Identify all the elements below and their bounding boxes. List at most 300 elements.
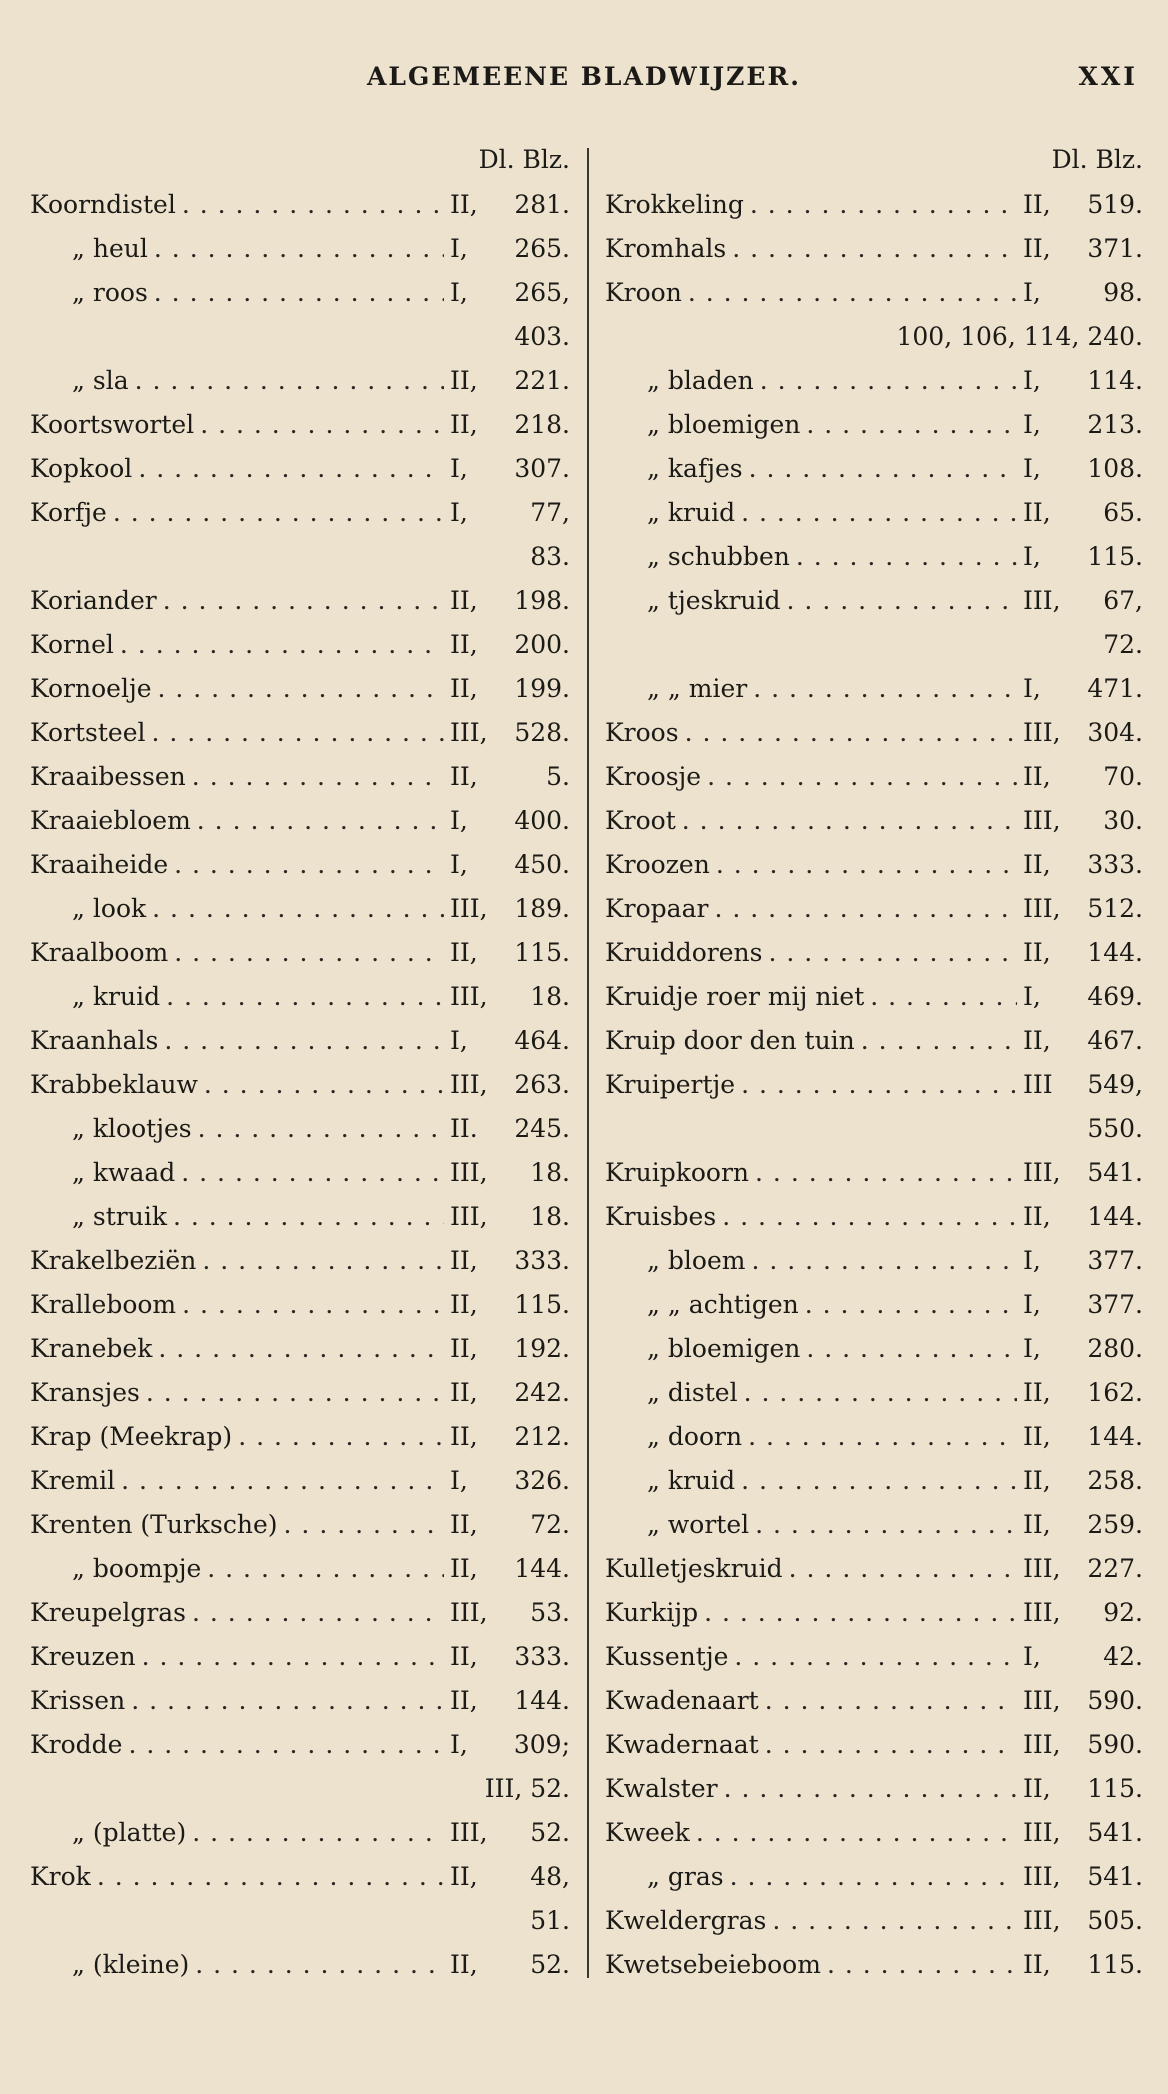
entry-page: 221.: [514, 366, 570, 395]
continued-pages: 100, 106, 114, 240.: [896, 322, 1143, 351]
dot-leader: [174, 938, 444, 967]
entry-page: 549,: [1087, 1070, 1143, 1099]
entry-term: Kortsteel: [30, 718, 146, 747]
entry-volume: II,: [450, 1862, 478, 1891]
entry-page: 265,: [514, 278, 570, 307]
entry-volume: I,: [1023, 982, 1041, 1011]
entry-volume: III,: [1023, 1818, 1061, 1847]
entry-page: 192.: [514, 1334, 570, 1363]
entry-term: Kopkool: [30, 454, 133, 483]
dot-leader: [158, 1334, 444, 1363]
index-entry: [605, 190, 1143, 234]
dot-leader: [748, 1422, 1017, 1451]
entry-page: 200.: [514, 630, 570, 659]
entry-page: 218.: [514, 410, 570, 439]
entry-term: „ (platte): [72, 1818, 187, 1847]
dot-leader: [685, 718, 1017, 747]
entry-volume: III,: [450, 894, 488, 923]
entry-term: Kransjes: [30, 1378, 140, 1407]
index-entry: [30, 1422, 570, 1466]
index-entry: [605, 1290, 1143, 1334]
index-entry: [605, 1070, 1143, 1114]
entry-list: [605, 190, 1143, 1994]
index-entry: [605, 234, 1143, 278]
entry-volume: II,: [450, 630, 478, 659]
entry-page: 144.: [1087, 1202, 1143, 1231]
entry-volume: III,: [1023, 894, 1061, 923]
entry-volume: III,: [1023, 1906, 1061, 1935]
index-entry: [605, 762, 1143, 806]
entry-page: 263.: [514, 1070, 570, 1099]
entry-term: Kornoelje: [30, 674, 152, 703]
entry-term: Kussentje: [605, 1642, 729, 1671]
entry-page: 471.: [1087, 674, 1143, 703]
entry-volume: II,: [450, 674, 478, 703]
dot-leader: [765, 1686, 1017, 1715]
entry-term: „ (kleine): [72, 1950, 190, 1979]
entry-term: „ „ achtigen: [647, 1290, 799, 1319]
index-entry: [30, 234, 570, 278]
entry-volume: II,: [450, 1686, 478, 1715]
index-entry: [605, 718, 1143, 762]
entry-page: 98.: [1103, 278, 1143, 307]
entry-volume: II,: [450, 410, 478, 439]
dot-leader: [164, 1026, 444, 1055]
index-entry: [30, 1290, 570, 1334]
dot-leader: [755, 1510, 1017, 1539]
continued-pages: 51.: [530, 1906, 570, 1935]
entry-page: 265.: [514, 234, 570, 263]
entry-page: 590.: [1087, 1686, 1143, 1715]
index-entry: [30, 1686, 570, 1730]
dot-leader: [734, 1642, 1017, 1671]
entry-page: 259.: [1087, 1510, 1143, 1539]
entry-term: Kromhals: [605, 234, 727, 263]
entry-page: 309;: [513, 1730, 570, 1759]
entry-page: 18.: [530, 982, 570, 1011]
entry-term: „ bloem: [647, 1246, 746, 1275]
index-entry: [30, 1950, 570, 1994]
entry-list: [30, 190, 570, 1994]
dot-leader: [121, 1466, 444, 1495]
dot-leader: [238, 1422, 444, 1451]
dot-leader: [198, 1114, 444, 1143]
dot-leader: [688, 278, 1017, 307]
entry-volume: II,: [1023, 1774, 1051, 1803]
continued-pages: 72.: [1103, 630, 1143, 659]
dot-leader: [154, 278, 444, 307]
dot-leader: [192, 1818, 444, 1847]
index-entry: [605, 1246, 1143, 1290]
entry-term: Kropaar: [605, 894, 709, 923]
index-entry: [30, 1158, 570, 1202]
entry-volume: III,: [450, 1202, 488, 1231]
entry-volume: II,: [450, 1246, 478, 1275]
entry-term: „ „ mier: [647, 674, 748, 703]
entry-term: „ bloemigen: [647, 1334, 801, 1363]
index-entry: [30, 1070, 570, 1114]
entry-term: Kraalboom: [30, 938, 169, 967]
dot-leader: [805, 1290, 1017, 1319]
index-entry: [30, 1642, 570, 1686]
index-entry: [605, 1818, 1143, 1862]
entry-term: Kroon: [605, 278, 682, 307]
entry-term: Kornel: [30, 630, 114, 659]
entry-volume: III,: [450, 1158, 488, 1187]
column-heading: Dl. Blz.: [478, 145, 570, 174]
index-entry: [605, 1334, 1143, 1378]
continued-pages: 550.: [1087, 1114, 1143, 1143]
dot-leader: [152, 718, 444, 747]
entry-volume: I,: [450, 1466, 468, 1495]
entry-page: 53.: [530, 1598, 570, 1627]
index-entry: [30, 278, 570, 322]
entry-term: Kurkijp: [605, 1598, 699, 1627]
index-entry: [605, 1774, 1143, 1818]
entry-volume: II,: [1023, 1202, 1051, 1231]
entry-volume: I,: [1023, 366, 1041, 395]
entry-term: Kruip door den tuin: [605, 1026, 855, 1055]
entry-volume: II,: [1023, 1378, 1051, 1407]
entry-volume: I,: [1023, 1246, 1041, 1275]
entry-term: Kruidje roer mij niet: [605, 982, 865, 1011]
entry-term: Kraaiheide: [30, 850, 169, 879]
entry-page: 505.: [1087, 1906, 1143, 1935]
entry-volume: I,: [1023, 278, 1041, 307]
entry-page: 450.: [514, 850, 570, 879]
continued-pages: 403.: [514, 322, 570, 351]
index-entry: [605, 806, 1143, 850]
entry-term: „ gras: [647, 1862, 724, 1891]
dot-leader: [163, 586, 444, 615]
entry-volume: II,: [1023, 1466, 1051, 1495]
entry-term: Kreupelgras: [30, 1598, 187, 1627]
index-entry: [605, 938, 1143, 982]
dot-leader: [174, 850, 444, 879]
index-entry: [605, 1906, 1143, 1950]
entry-volume: II,: [1023, 938, 1051, 967]
entry-page: 258.: [1087, 1466, 1143, 1495]
dot-leader: [192, 1598, 444, 1627]
entry-page: 528.: [514, 718, 570, 747]
entry-page: 115.: [1087, 1950, 1143, 1979]
entry-page: 115.: [514, 938, 570, 967]
entry-term: Koortswortel: [30, 410, 195, 439]
index-entry: [30, 1202, 570, 1246]
entry-volume: I,: [450, 1026, 468, 1055]
dot-leader: [197, 806, 444, 835]
index-entry: [30, 1026, 570, 1070]
index-entry: [30, 1554, 570, 1598]
entry-volume: I,: [450, 806, 468, 835]
dot-leader: [753, 674, 1017, 703]
index-entry: [30, 938, 570, 982]
entry-term: Kruipkoorn: [605, 1158, 750, 1187]
entry-volume: III,: [1023, 1686, 1061, 1715]
entry-page: 65.: [1103, 498, 1143, 527]
dot-leader: [682, 806, 1017, 835]
entry-page: 519.: [1087, 190, 1143, 219]
index-entry: [605, 1642, 1143, 1686]
entry-page: 227.: [1087, 1554, 1143, 1583]
dot-leader: [202, 1246, 444, 1275]
entry-term: Kraaibessen: [30, 762, 186, 791]
dot-leader: [789, 1554, 1017, 1583]
dot-leader: [97, 1862, 444, 1891]
index-entry: [605, 674, 1143, 718]
entry-volume: II,: [1023, 850, 1051, 879]
index-entry: [605, 498, 1143, 542]
index-entry: [30, 982, 570, 1026]
page-number: XXI: [1078, 62, 1138, 91]
dot-leader: [284, 1510, 444, 1539]
entry-term: Kulletjeskruid: [605, 1554, 783, 1583]
entry-page: 199.: [514, 674, 570, 703]
entry-term: „ kruid: [72, 982, 161, 1011]
entry-page: 189.: [514, 894, 570, 923]
index-entry: [605, 894, 1143, 938]
entry-page: 541.: [1087, 1862, 1143, 1891]
dot-leader: [827, 1950, 1017, 1979]
entry-volume: I,: [1023, 1642, 1041, 1671]
entry-page: 242.: [514, 1378, 570, 1407]
entry-page: 144.: [514, 1554, 570, 1583]
entry-volume: III,: [1023, 1554, 1061, 1583]
entry-page: 464.: [514, 1026, 570, 1055]
index-entry: [30, 1510, 570, 1554]
entry-volume: II,: [450, 1554, 478, 1583]
index-entry: [30, 718, 570, 762]
index-entry: [605, 982, 1143, 1026]
index-entry: [30, 586, 570, 630]
dot-leader: [182, 190, 444, 219]
entry-volume: II,: [1023, 190, 1051, 219]
index-entry: [30, 806, 570, 850]
entry-volume: I,: [1023, 454, 1041, 483]
index-entry: [30, 410, 570, 454]
index-entry: [605, 1158, 1143, 1202]
entry-volume: III,: [1023, 1862, 1061, 1891]
entry-term: Krakelbeziën: [30, 1246, 197, 1275]
entry-volume: I,: [1023, 1334, 1041, 1363]
dot-leader: [730, 1862, 1017, 1891]
entry-page: 70.: [1103, 762, 1143, 791]
entry-volume: II.: [450, 1114, 478, 1143]
entry-term: „ look: [72, 894, 147, 923]
index-entry: [605, 1422, 1143, 1466]
index-entry: [605, 366, 1143, 410]
entry-term: Kremil: [30, 1466, 116, 1495]
dot-leader: [772, 1906, 1017, 1935]
index-entry: [605, 542, 1143, 586]
dot-leader: [154, 234, 444, 263]
page-header: [0, 62, 1168, 102]
dot-leader: [192, 762, 444, 791]
entry-volume: I,: [1023, 542, 1041, 571]
index-entry: [605, 278, 1143, 322]
dot-leader: [714, 894, 1017, 923]
entry-page: 245.: [514, 1114, 570, 1143]
index-continuation-row: [605, 322, 1143, 366]
entry-page: 162.: [1087, 1378, 1143, 1407]
entry-term: Kraanhals: [30, 1026, 159, 1055]
dot-leader: [128, 1730, 444, 1759]
entry-term: Kwalster: [605, 1774, 718, 1803]
entry-page: 144.: [1087, 938, 1143, 967]
entry-page: 333.: [1087, 850, 1143, 879]
dot-leader: [749, 454, 1017, 483]
entry-term: Krodde: [30, 1730, 123, 1759]
entry-page: 92.: [1103, 1598, 1143, 1627]
entry-term: Kwadernaat: [605, 1730, 759, 1759]
entry-page: 281.: [514, 190, 570, 219]
index-entry: [605, 586, 1143, 630]
entry-volume: III,: [450, 1598, 488, 1627]
entry-volume: III,: [450, 1818, 488, 1847]
index-entry: [30, 894, 570, 938]
entry-volume: II,: [1023, 234, 1051, 263]
entry-volume: II,: [450, 1950, 478, 1979]
entry-term: Kralleboom: [30, 1290, 177, 1319]
entry-term: Kruiddorens: [605, 938, 763, 967]
dot-leader: [741, 1466, 1017, 1495]
index-entry: [30, 1378, 570, 1422]
index-entry: [30, 850, 570, 894]
dot-leader: [741, 498, 1017, 527]
index-entry: [605, 1598, 1143, 1642]
entry-volume: II,: [450, 1642, 478, 1671]
entry-volume: II,: [1023, 498, 1051, 527]
entry-volume: I,: [450, 850, 468, 879]
index-entry: [30, 762, 570, 806]
entry-page: 212.: [514, 1422, 570, 1451]
entry-term: Korfje: [30, 498, 107, 527]
dot-leader: [787, 586, 1017, 615]
entry-volume: II,: [450, 1422, 478, 1451]
index-entry: [605, 1202, 1143, 1246]
entry-volume: II,: [450, 586, 478, 615]
entry-term: Koriander: [30, 586, 157, 615]
entry-term: Krabbeklauw: [30, 1070, 198, 1099]
index-entry: [30, 630, 570, 674]
dot-leader: [135, 366, 444, 395]
index-entry: [605, 410, 1143, 454]
entry-volume: I,: [1023, 410, 1041, 439]
entry-page: 333.: [514, 1246, 570, 1275]
entry-term: Kroozen: [605, 850, 710, 879]
index-continuation-row: [605, 1114, 1143, 1158]
dot-leader: [796, 542, 1017, 571]
entry-volume: III,: [450, 982, 488, 1011]
continued-pages: III, 52.: [484, 1774, 570, 1803]
entry-volume: II,: [1023, 1422, 1051, 1451]
entry-page: 30.: [1103, 806, 1143, 835]
dot-leader: [806, 1334, 1017, 1363]
entry-page: 469.: [1087, 982, 1143, 1011]
entry-page: 52.: [530, 1950, 570, 1979]
entry-term: Kroos: [605, 718, 679, 747]
entry-page: 590.: [1087, 1730, 1143, 1759]
entry-volume: II,: [450, 938, 478, 967]
entry-term: „ bloemigen: [647, 410, 801, 439]
entry-term: Koorndistel: [30, 190, 176, 219]
entry-page: 400.: [514, 806, 570, 835]
dot-leader: [751, 1246, 1017, 1275]
entry-volume: I,: [450, 234, 468, 263]
dot-leader: [113, 498, 444, 527]
dot-leader: [760, 366, 1017, 395]
running-title: ALGEMEENE BLADWIJZER.: [367, 62, 801, 91]
dot-leader: [138, 454, 444, 483]
dot-leader: [166, 982, 444, 1011]
entry-volume: II,: [450, 1334, 478, 1363]
index-continuation-row: [30, 322, 570, 366]
entry-page: 144.: [514, 1686, 570, 1715]
entry-term: „ kruid: [647, 1466, 736, 1495]
dot-leader: [861, 1026, 1017, 1055]
entry-page: 541.: [1087, 1818, 1143, 1847]
entry-term: Kweldergras: [605, 1906, 767, 1935]
index-entry: [605, 1378, 1143, 1422]
dot-leader: [207, 1554, 444, 1583]
entry-page: 144.: [1087, 1422, 1143, 1451]
index-entry: [605, 1950, 1143, 1994]
entry-volume: II,: [450, 762, 478, 791]
index-entry: [605, 1554, 1143, 1598]
entry-volume: III,: [1023, 586, 1061, 615]
entry-volume: I,: [1023, 674, 1041, 703]
entry-term: „ sla: [72, 366, 129, 395]
entry-volume: II,: [450, 366, 478, 395]
dot-leader: [181, 1158, 444, 1187]
entry-term: Kweek: [605, 1818, 690, 1847]
dot-leader: [744, 1378, 1017, 1407]
entry-volume: I,: [450, 454, 468, 483]
entry-term: „ kwaad: [72, 1158, 176, 1187]
entry-term: „ roos: [72, 278, 148, 307]
index-entry: [30, 1598, 570, 1642]
entry-volume: I,: [450, 1730, 468, 1759]
entry-volume: I,: [1023, 1290, 1041, 1319]
column-divider: [587, 148, 589, 1978]
dot-leader: [732, 234, 1017, 263]
entry-page: 67,: [1103, 586, 1143, 615]
entry-page: 77,: [530, 498, 570, 527]
entry-page: 541.: [1087, 1158, 1143, 1187]
entry-volume: III,: [450, 718, 488, 747]
entry-term: Kwadenaart: [605, 1686, 759, 1715]
entry-volume: II,: [1023, 1950, 1051, 1979]
entry-term: Kroot: [605, 806, 676, 835]
entry-page: 18.: [530, 1158, 570, 1187]
index-entry: [605, 1510, 1143, 1554]
dot-leader: [704, 1598, 1017, 1627]
entry-term: Kruipertje: [605, 1070, 736, 1099]
entry-page: 115.: [1087, 1774, 1143, 1803]
entry-volume: II,: [1023, 1510, 1051, 1539]
entry-term: „ kruid: [647, 498, 736, 527]
continued-pages: 83.: [530, 542, 570, 571]
entry-term: Kreuzen: [30, 1642, 136, 1671]
entry-page: 467.: [1087, 1026, 1143, 1055]
index-continuation-row: [30, 1906, 570, 1950]
dot-leader: [182, 1290, 444, 1319]
dot-leader: [131, 1686, 444, 1715]
index-entry: [605, 1686, 1143, 1730]
dot-leader: [142, 1642, 444, 1671]
index-entry: [30, 1862, 570, 1906]
dot-leader: [724, 1774, 1017, 1803]
